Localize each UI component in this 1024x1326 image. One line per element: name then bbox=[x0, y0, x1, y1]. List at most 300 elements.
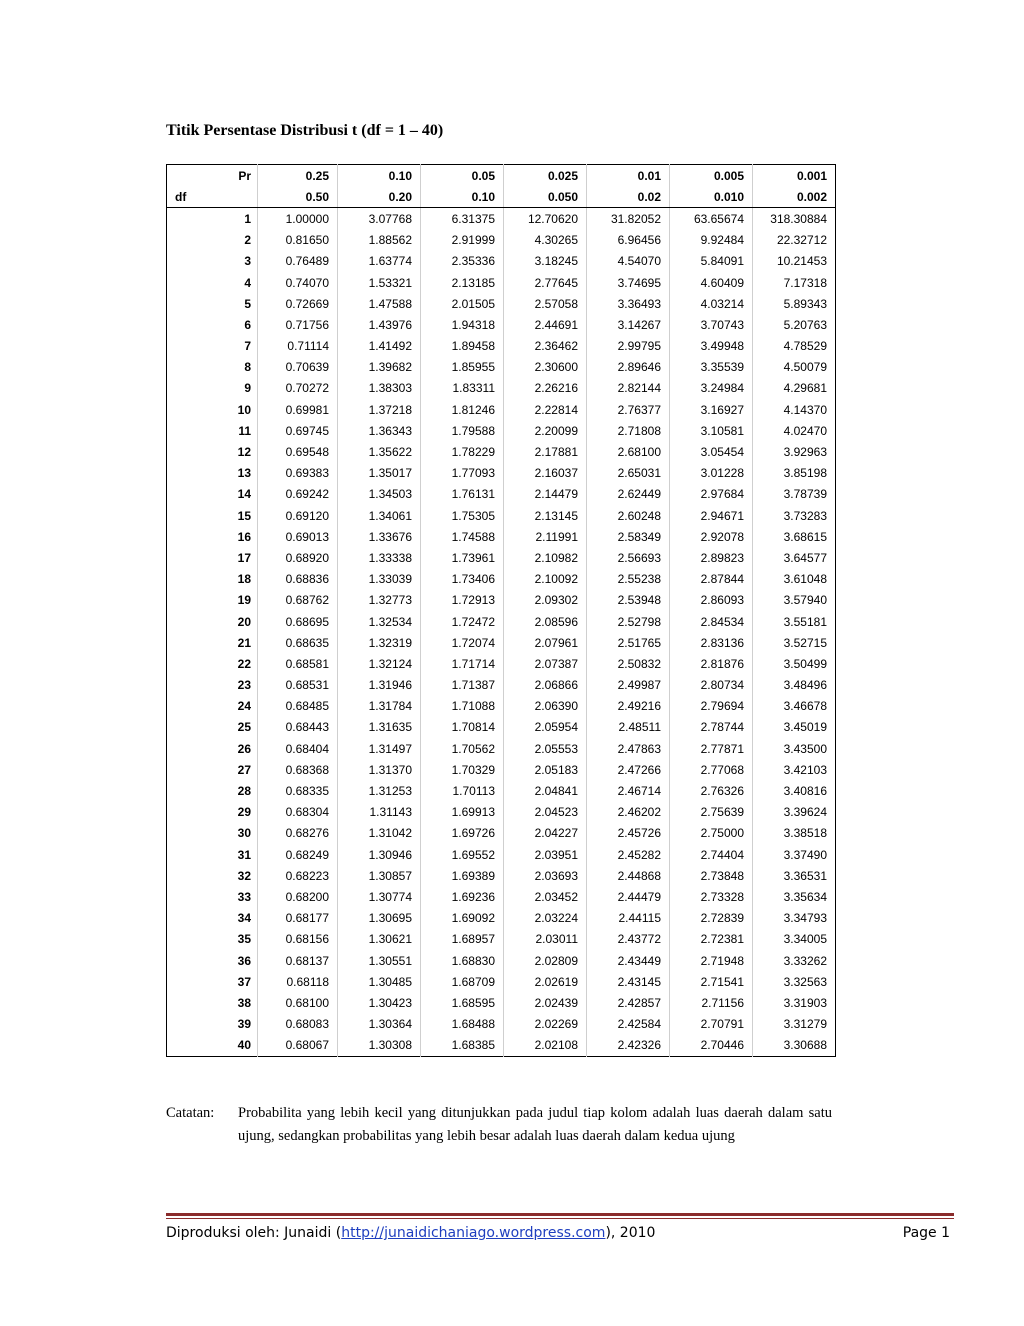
value-cell: 2.53948 bbox=[587, 590, 670, 611]
value-cell: 0.81650 bbox=[258, 230, 338, 251]
value-cell: 0.68836 bbox=[258, 569, 338, 590]
value-cell: 2.73848 bbox=[670, 865, 753, 886]
value-cell: 2.05553 bbox=[504, 738, 587, 759]
value-cell: 1.71714 bbox=[421, 653, 504, 674]
df-cell: 19 bbox=[237, 593, 251, 608]
value-cell: 0.69383 bbox=[258, 463, 338, 484]
value-cell: 2.10092 bbox=[504, 569, 587, 590]
value-cell: 3.37490 bbox=[753, 844, 836, 865]
footer-rule-thick bbox=[166, 1213, 954, 1216]
pr-two-tail-1: 0.50 bbox=[258, 186, 338, 208]
value-cell: 2.04841 bbox=[504, 780, 587, 801]
value-cell: 1.75305 bbox=[421, 505, 504, 526]
df-cell: 17 bbox=[237, 550, 251, 565]
value-cell: 2.17881 bbox=[504, 441, 587, 462]
value-cell: 6.96456 bbox=[587, 230, 670, 251]
value-cell: 0.69120 bbox=[258, 505, 338, 526]
header-row-one-tail bbox=[167, 165, 836, 187]
value-cell: 2.77871 bbox=[670, 738, 753, 759]
value-cell: 1.69552 bbox=[421, 844, 504, 865]
value-cell: 2.70791 bbox=[670, 1014, 753, 1035]
value-cell: 3.35634 bbox=[753, 886, 836, 907]
value-cell: 0.68200 bbox=[258, 886, 338, 907]
value-cell: 1.69913 bbox=[421, 802, 504, 823]
value-cell: 3.38518 bbox=[753, 823, 836, 844]
header-row-two-tail bbox=[167, 186, 836, 208]
df-cell: 9 bbox=[244, 381, 251, 396]
value-cell: 3.14267 bbox=[587, 314, 670, 335]
df-cell: 11 bbox=[238, 423, 251, 438]
df-cell: 32 bbox=[237, 868, 251, 883]
value-cell: 1.38303 bbox=[338, 378, 421, 399]
value-cell: 0.68276 bbox=[258, 823, 338, 844]
value-cell: 2.44691 bbox=[504, 314, 587, 335]
pr-two-tail-4: 0.050 bbox=[504, 186, 587, 208]
value-cell: 3.68615 bbox=[753, 526, 836, 547]
value-cell: 2.07961 bbox=[504, 632, 587, 653]
value-cell: 2.45726 bbox=[587, 823, 670, 844]
value-cell: 0.68581 bbox=[258, 653, 338, 674]
pr-one-tail-7: 0.001 bbox=[753, 165, 836, 187]
value-cell: 1.43976 bbox=[338, 314, 421, 335]
value-cell: 0.68177 bbox=[258, 908, 338, 929]
value-cell: 2.71808 bbox=[587, 420, 670, 441]
value-cell: 1.72472 bbox=[421, 611, 504, 632]
value-cell: 0.69242 bbox=[258, 484, 338, 505]
value-cell: 0.72669 bbox=[258, 293, 338, 314]
value-cell: 0.68249 bbox=[258, 844, 338, 865]
pr-label: Pr bbox=[238, 168, 251, 183]
value-cell: 2.65031 bbox=[587, 463, 670, 484]
value-cell: 0.70639 bbox=[258, 357, 338, 378]
value-cell: 0.68443 bbox=[258, 717, 338, 738]
value-cell: 318.30884 bbox=[753, 208, 836, 230]
value-cell: 2.49987 bbox=[587, 675, 670, 696]
value-cell: 2.42857 bbox=[587, 992, 670, 1013]
page-number: Page 1 bbox=[902, 1225, 950, 1241]
value-cell: 2.45282 bbox=[587, 844, 670, 865]
value-cell: 3.55181 bbox=[753, 611, 836, 632]
table-row bbox=[167, 611, 836, 632]
footer bbox=[166, 1225, 954, 1241]
value-cell: 3.32563 bbox=[753, 971, 836, 992]
value-cell: 0.68485 bbox=[258, 696, 338, 717]
value-cell: 2.46202 bbox=[587, 802, 670, 823]
value-cell: 0.68368 bbox=[258, 759, 338, 780]
df-cell: 34 bbox=[237, 911, 251, 926]
table-row bbox=[167, 526, 836, 547]
value-cell: 22.32712 bbox=[753, 230, 836, 251]
value-cell: 1.00000 bbox=[258, 208, 338, 230]
value-cell: 2.57058 bbox=[504, 293, 587, 314]
pr-one-tail-1: 0.25 bbox=[258, 165, 338, 187]
value-cell: 1.33676 bbox=[338, 526, 421, 547]
table-row bbox=[167, 314, 836, 335]
value-cell: 1.68595 bbox=[421, 992, 504, 1013]
value-cell: 0.68100 bbox=[258, 992, 338, 1013]
value-cell: 63.65674 bbox=[670, 208, 753, 230]
value-cell: 3.30688 bbox=[753, 1035, 836, 1057]
value-cell: 2.79694 bbox=[670, 696, 753, 717]
table-row bbox=[167, 230, 836, 251]
value-cell: 0.74070 bbox=[258, 272, 338, 293]
value-cell: 0.68156 bbox=[258, 929, 338, 950]
table-row bbox=[167, 632, 836, 653]
value-cell: 2.73328 bbox=[670, 886, 753, 907]
value-cell: 0.68335 bbox=[258, 780, 338, 801]
value-cell: 1.30551 bbox=[338, 950, 421, 971]
value-cell: 2.68100 bbox=[587, 441, 670, 462]
value-cell: 2.10982 bbox=[504, 547, 587, 568]
value-cell: 3.31903 bbox=[753, 992, 836, 1013]
value-cell: 1.68385 bbox=[421, 1035, 504, 1057]
value-cell: 1.32124 bbox=[338, 653, 421, 674]
table-row bbox=[167, 675, 836, 696]
value-cell: 2.60248 bbox=[587, 505, 670, 526]
value-cell: 1.31370 bbox=[338, 759, 421, 780]
table-row bbox=[167, 420, 836, 441]
value-cell: 1.85955 bbox=[421, 357, 504, 378]
df-cell: 25 bbox=[237, 720, 251, 735]
table-row bbox=[167, 293, 836, 314]
value-cell: 2.70446 bbox=[670, 1035, 753, 1057]
value-cell: 1.68488 bbox=[421, 1014, 504, 1035]
value-cell: 31.82052 bbox=[587, 208, 670, 230]
value-cell: 1.70814 bbox=[421, 717, 504, 738]
value-cell: 1.70329 bbox=[421, 759, 504, 780]
value-cell: 2.91999 bbox=[421, 230, 504, 251]
value-cell: 3.31279 bbox=[753, 1014, 836, 1035]
value-cell: 3.45019 bbox=[753, 717, 836, 738]
value-cell: 0.69745 bbox=[258, 420, 338, 441]
table-row bbox=[167, 208, 836, 230]
value-cell: 3.05454 bbox=[670, 441, 753, 462]
value-cell: 2.04227 bbox=[504, 823, 587, 844]
value-cell: 2.87844 bbox=[670, 569, 753, 590]
value-cell: 1.70113 bbox=[421, 780, 504, 801]
value-cell: 2.09302 bbox=[504, 590, 587, 611]
value-cell: 2.42584 bbox=[587, 1014, 670, 1035]
value-cell: 2.14479 bbox=[504, 484, 587, 505]
value-cell: 3.10581 bbox=[670, 420, 753, 441]
value-cell: 4.60409 bbox=[670, 272, 753, 293]
value-cell: 3.39624 bbox=[753, 802, 836, 823]
value-cell: 2.05954 bbox=[504, 717, 587, 738]
value-cell: 3.57940 bbox=[753, 590, 836, 611]
value-cell: 0.68695 bbox=[258, 611, 338, 632]
value-cell: 2.47863 bbox=[587, 738, 670, 759]
table-row bbox=[167, 357, 836, 378]
table-row bbox=[167, 865, 836, 886]
value-cell: 4.29681 bbox=[753, 378, 836, 399]
df-cell: 14 bbox=[237, 487, 251, 502]
df-cell: 27 bbox=[237, 762, 251, 777]
df-cell: 26 bbox=[237, 741, 251, 756]
table-row bbox=[167, 929, 836, 950]
table-row bbox=[167, 484, 836, 505]
value-cell: 1.34503 bbox=[338, 484, 421, 505]
value-cell: 3.24984 bbox=[670, 378, 753, 399]
value-cell: 1.71088 bbox=[421, 696, 504, 717]
value-cell: 0.68531 bbox=[258, 675, 338, 696]
value-cell: 2.89646 bbox=[587, 357, 670, 378]
value-cell: 2.26216 bbox=[504, 378, 587, 399]
value-cell: 1.88562 bbox=[338, 230, 421, 251]
value-cell: 9.92484 bbox=[670, 230, 753, 251]
value-cell: 4.54070 bbox=[587, 251, 670, 272]
value-cell: 2.62449 bbox=[587, 484, 670, 505]
value-cell: 1.73406 bbox=[421, 569, 504, 590]
df-cell: 2 bbox=[244, 233, 251, 248]
table-row bbox=[167, 780, 836, 801]
df-cell: 33 bbox=[237, 889, 251, 904]
value-cell: 3.52715 bbox=[753, 632, 836, 653]
value-cell: 0.68762 bbox=[258, 590, 338, 611]
pr-two-tail-3: 0.10 bbox=[421, 186, 504, 208]
value-cell: 0.68920 bbox=[258, 547, 338, 568]
value-cell: 2.71948 bbox=[670, 950, 753, 971]
value-cell: 4.50079 bbox=[753, 357, 836, 378]
value-cell: 2.80734 bbox=[670, 675, 753, 696]
value-cell: 1.73961 bbox=[421, 547, 504, 568]
df-cell: 38 bbox=[237, 995, 251, 1010]
df-cell: 16 bbox=[237, 529, 251, 544]
value-cell: 1.69092 bbox=[421, 908, 504, 929]
value-cell: 1.41492 bbox=[338, 336, 421, 357]
df-cell: 1 bbox=[244, 211, 251, 226]
value-cell: 1.68830 bbox=[421, 950, 504, 971]
value-cell: 4.14370 bbox=[753, 399, 836, 420]
value-cell: 1.72074 bbox=[421, 632, 504, 653]
value-cell: 2.86093 bbox=[670, 590, 753, 611]
df-cell: 39 bbox=[237, 1017, 251, 1032]
value-cell: 3.78739 bbox=[753, 484, 836, 505]
value-cell: 0.71114 bbox=[258, 336, 338, 357]
value-cell: 3.18245 bbox=[504, 251, 587, 272]
value-cell: 1.79588 bbox=[421, 420, 504, 441]
value-cell: 2.97684 bbox=[670, 484, 753, 505]
value-cell: 0.68635 bbox=[258, 632, 338, 653]
table-row bbox=[167, 272, 836, 293]
value-cell: 1.69726 bbox=[421, 823, 504, 844]
value-cell: 2.92078 bbox=[670, 526, 753, 547]
value-cell: 2.47266 bbox=[587, 759, 670, 780]
value-cell: 3.64577 bbox=[753, 547, 836, 568]
table-row bbox=[167, 505, 836, 526]
value-cell: 1.30857 bbox=[338, 865, 421, 886]
df-cell: 30 bbox=[237, 826, 251, 841]
value-cell: 5.20763 bbox=[753, 314, 836, 335]
df-cell: 24 bbox=[237, 699, 251, 714]
df-cell: 37 bbox=[237, 974, 251, 989]
df-cell: 8 bbox=[244, 360, 251, 375]
note-label: Catatan: bbox=[166, 1105, 215, 1121]
value-cell: 2.44868 bbox=[587, 865, 670, 886]
table-row bbox=[167, 399, 836, 420]
value-cell: 2.02809 bbox=[504, 950, 587, 971]
value-cell: 2.49216 bbox=[587, 696, 670, 717]
value-cell: 2.55238 bbox=[587, 569, 670, 590]
value-cell: 1.71387 bbox=[421, 675, 504, 696]
df-cell: 35 bbox=[237, 932, 251, 947]
page-title: Titik Persentase Distribusi t (df = 1 – 40) bbox=[166, 122, 444, 139]
table-row bbox=[167, 992, 836, 1013]
table-row bbox=[167, 738, 836, 759]
value-cell: 2.72839 bbox=[670, 908, 753, 929]
value-cell: 2.51765 bbox=[587, 632, 670, 653]
df-cell: 29 bbox=[237, 805, 251, 820]
value-cell: 1.36343 bbox=[338, 420, 421, 441]
value-cell: 1.35017 bbox=[338, 463, 421, 484]
value-cell: 1.37218 bbox=[338, 399, 421, 420]
value-cell: 3.34005 bbox=[753, 929, 836, 950]
value-cell: 0.68083 bbox=[258, 1014, 338, 1035]
value-cell: 1.39682 bbox=[338, 357, 421, 378]
value-cell: 1.94318 bbox=[421, 314, 504, 335]
df-cell: 22 bbox=[237, 656, 251, 671]
value-cell: 0.69013 bbox=[258, 526, 338, 547]
value-cell: 5.84091 bbox=[670, 251, 753, 272]
value-cell: 2.71156 bbox=[670, 992, 753, 1013]
df-cell: 21 bbox=[237, 635, 251, 650]
table-row bbox=[167, 1035, 836, 1057]
value-cell: 4.30265 bbox=[504, 230, 587, 251]
value-cell: 1.72913 bbox=[421, 590, 504, 611]
value-cell: 1.32534 bbox=[338, 611, 421, 632]
pr-two-tail-6: 0.010 bbox=[670, 186, 753, 208]
value-cell: 2.72381 bbox=[670, 929, 753, 950]
value-cell: 2.94671 bbox=[670, 505, 753, 526]
df-cell: 36 bbox=[237, 953, 251, 968]
value-cell: 2.56693 bbox=[587, 547, 670, 568]
value-cell: 1.81246 bbox=[421, 399, 504, 420]
value-cell: 0.68304 bbox=[258, 802, 338, 823]
value-cell: 2.43145 bbox=[587, 971, 670, 992]
value-cell: 1.30308 bbox=[338, 1035, 421, 1057]
value-cell: 2.08596 bbox=[504, 611, 587, 632]
value-cell: 2.35336 bbox=[421, 251, 504, 272]
value-cell: 2.74404 bbox=[670, 844, 753, 865]
value-cell: 1.77093 bbox=[421, 463, 504, 484]
df-cell: 3 bbox=[244, 254, 251, 269]
value-cell: 2.76326 bbox=[670, 780, 753, 801]
value-cell: 2.76377 bbox=[587, 399, 670, 420]
pr-one-tail-3: 0.05 bbox=[421, 165, 504, 187]
value-cell: 2.01505 bbox=[421, 293, 504, 314]
value-cell: 2.48511 bbox=[587, 717, 670, 738]
value-cell: 0.69981 bbox=[258, 399, 338, 420]
value-cell: 1.33338 bbox=[338, 547, 421, 568]
table-row bbox=[167, 463, 836, 484]
table-row bbox=[167, 653, 836, 674]
table-row bbox=[167, 696, 836, 717]
table-row bbox=[167, 251, 836, 272]
value-cell: 3.16927 bbox=[670, 399, 753, 420]
value-cell: 2.84534 bbox=[670, 611, 753, 632]
table-row bbox=[167, 569, 836, 590]
value-cell: 1.83311 bbox=[421, 378, 504, 399]
value-cell: 2.02439 bbox=[504, 992, 587, 1013]
value-cell: 1.69236 bbox=[421, 886, 504, 907]
df-cell: 15 bbox=[237, 508, 251, 523]
value-cell: 2.75000 bbox=[670, 823, 753, 844]
value-cell: 0.69548 bbox=[258, 441, 338, 462]
value-cell: 1.30485 bbox=[338, 971, 421, 992]
value-cell: 2.89823 bbox=[670, 547, 753, 568]
pr-one-tail-5: 0.01 bbox=[587, 165, 670, 187]
table-row bbox=[167, 441, 836, 462]
value-cell: 1.70562 bbox=[421, 738, 504, 759]
value-cell: 3.48496 bbox=[753, 675, 836, 696]
value-cell: 1.31946 bbox=[338, 675, 421, 696]
df-cell: 20 bbox=[237, 614, 251, 629]
value-cell: 1.76131 bbox=[421, 484, 504, 505]
value-cell: 12.70620 bbox=[504, 208, 587, 230]
value-cell: 3.49948 bbox=[670, 336, 753, 357]
df-cell: 12 bbox=[237, 445, 251, 460]
value-cell: 6.31375 bbox=[421, 208, 504, 230]
value-cell: 1.31497 bbox=[338, 738, 421, 759]
value-cell: 2.13185 bbox=[421, 272, 504, 293]
value-cell: 1.33039 bbox=[338, 569, 421, 590]
table-row bbox=[167, 886, 836, 907]
value-cell: 2.50832 bbox=[587, 653, 670, 674]
value-cell: 2.82144 bbox=[587, 378, 670, 399]
value-cell: 1.47588 bbox=[338, 293, 421, 314]
value-cell: 3.61048 bbox=[753, 569, 836, 590]
value-cell: 1.69389 bbox=[421, 865, 504, 886]
value-cell: 2.03951 bbox=[504, 844, 587, 865]
pr-two-tail-5: 0.02 bbox=[587, 186, 670, 208]
value-cell: 2.22814 bbox=[504, 399, 587, 420]
df-cell: 18 bbox=[237, 572, 251, 587]
value-cell: 2.06390 bbox=[504, 696, 587, 717]
value-cell: 2.03224 bbox=[504, 908, 587, 929]
value-cell: 2.42326 bbox=[587, 1035, 670, 1057]
value-cell: 2.36462 bbox=[504, 336, 587, 357]
value-cell: 3.42103 bbox=[753, 759, 836, 780]
value-cell: 2.43772 bbox=[587, 929, 670, 950]
value-cell: 1.31635 bbox=[338, 717, 421, 738]
value-cell: 1.30774 bbox=[338, 886, 421, 907]
table-row bbox=[167, 971, 836, 992]
value-cell: 3.50499 bbox=[753, 653, 836, 674]
value-cell: 3.34793 bbox=[753, 908, 836, 929]
footer-link[interactable]: http://junaidichaniago.wordpress.com bbox=[341, 1225, 606, 1241]
value-cell: 2.77068 bbox=[670, 759, 753, 780]
value-cell: 1.30423 bbox=[338, 992, 421, 1013]
value-cell: 3.70743 bbox=[670, 314, 753, 335]
value-cell: 2.44115 bbox=[587, 908, 670, 929]
value-cell: 1.30621 bbox=[338, 929, 421, 950]
value-cell: 2.46714 bbox=[587, 780, 670, 801]
value-cell: 0.68118 bbox=[258, 971, 338, 992]
table-row bbox=[167, 950, 836, 971]
value-cell: 1.30364 bbox=[338, 1014, 421, 1035]
df-cell: 10 bbox=[237, 402, 251, 417]
value-cell: 10.21453 bbox=[753, 251, 836, 272]
pr-one-tail-4: 0.025 bbox=[504, 165, 587, 187]
value-cell: 1.30946 bbox=[338, 844, 421, 865]
value-cell: 1.32773 bbox=[338, 590, 421, 611]
table-row bbox=[167, 547, 836, 568]
value-cell: 1.34061 bbox=[338, 505, 421, 526]
value-cell: 2.30600 bbox=[504, 357, 587, 378]
value-cell: 5.89343 bbox=[753, 293, 836, 314]
value-cell: 0.68137 bbox=[258, 950, 338, 971]
pr-one-tail-2: 0.10 bbox=[338, 165, 421, 187]
value-cell: 1.31253 bbox=[338, 780, 421, 801]
